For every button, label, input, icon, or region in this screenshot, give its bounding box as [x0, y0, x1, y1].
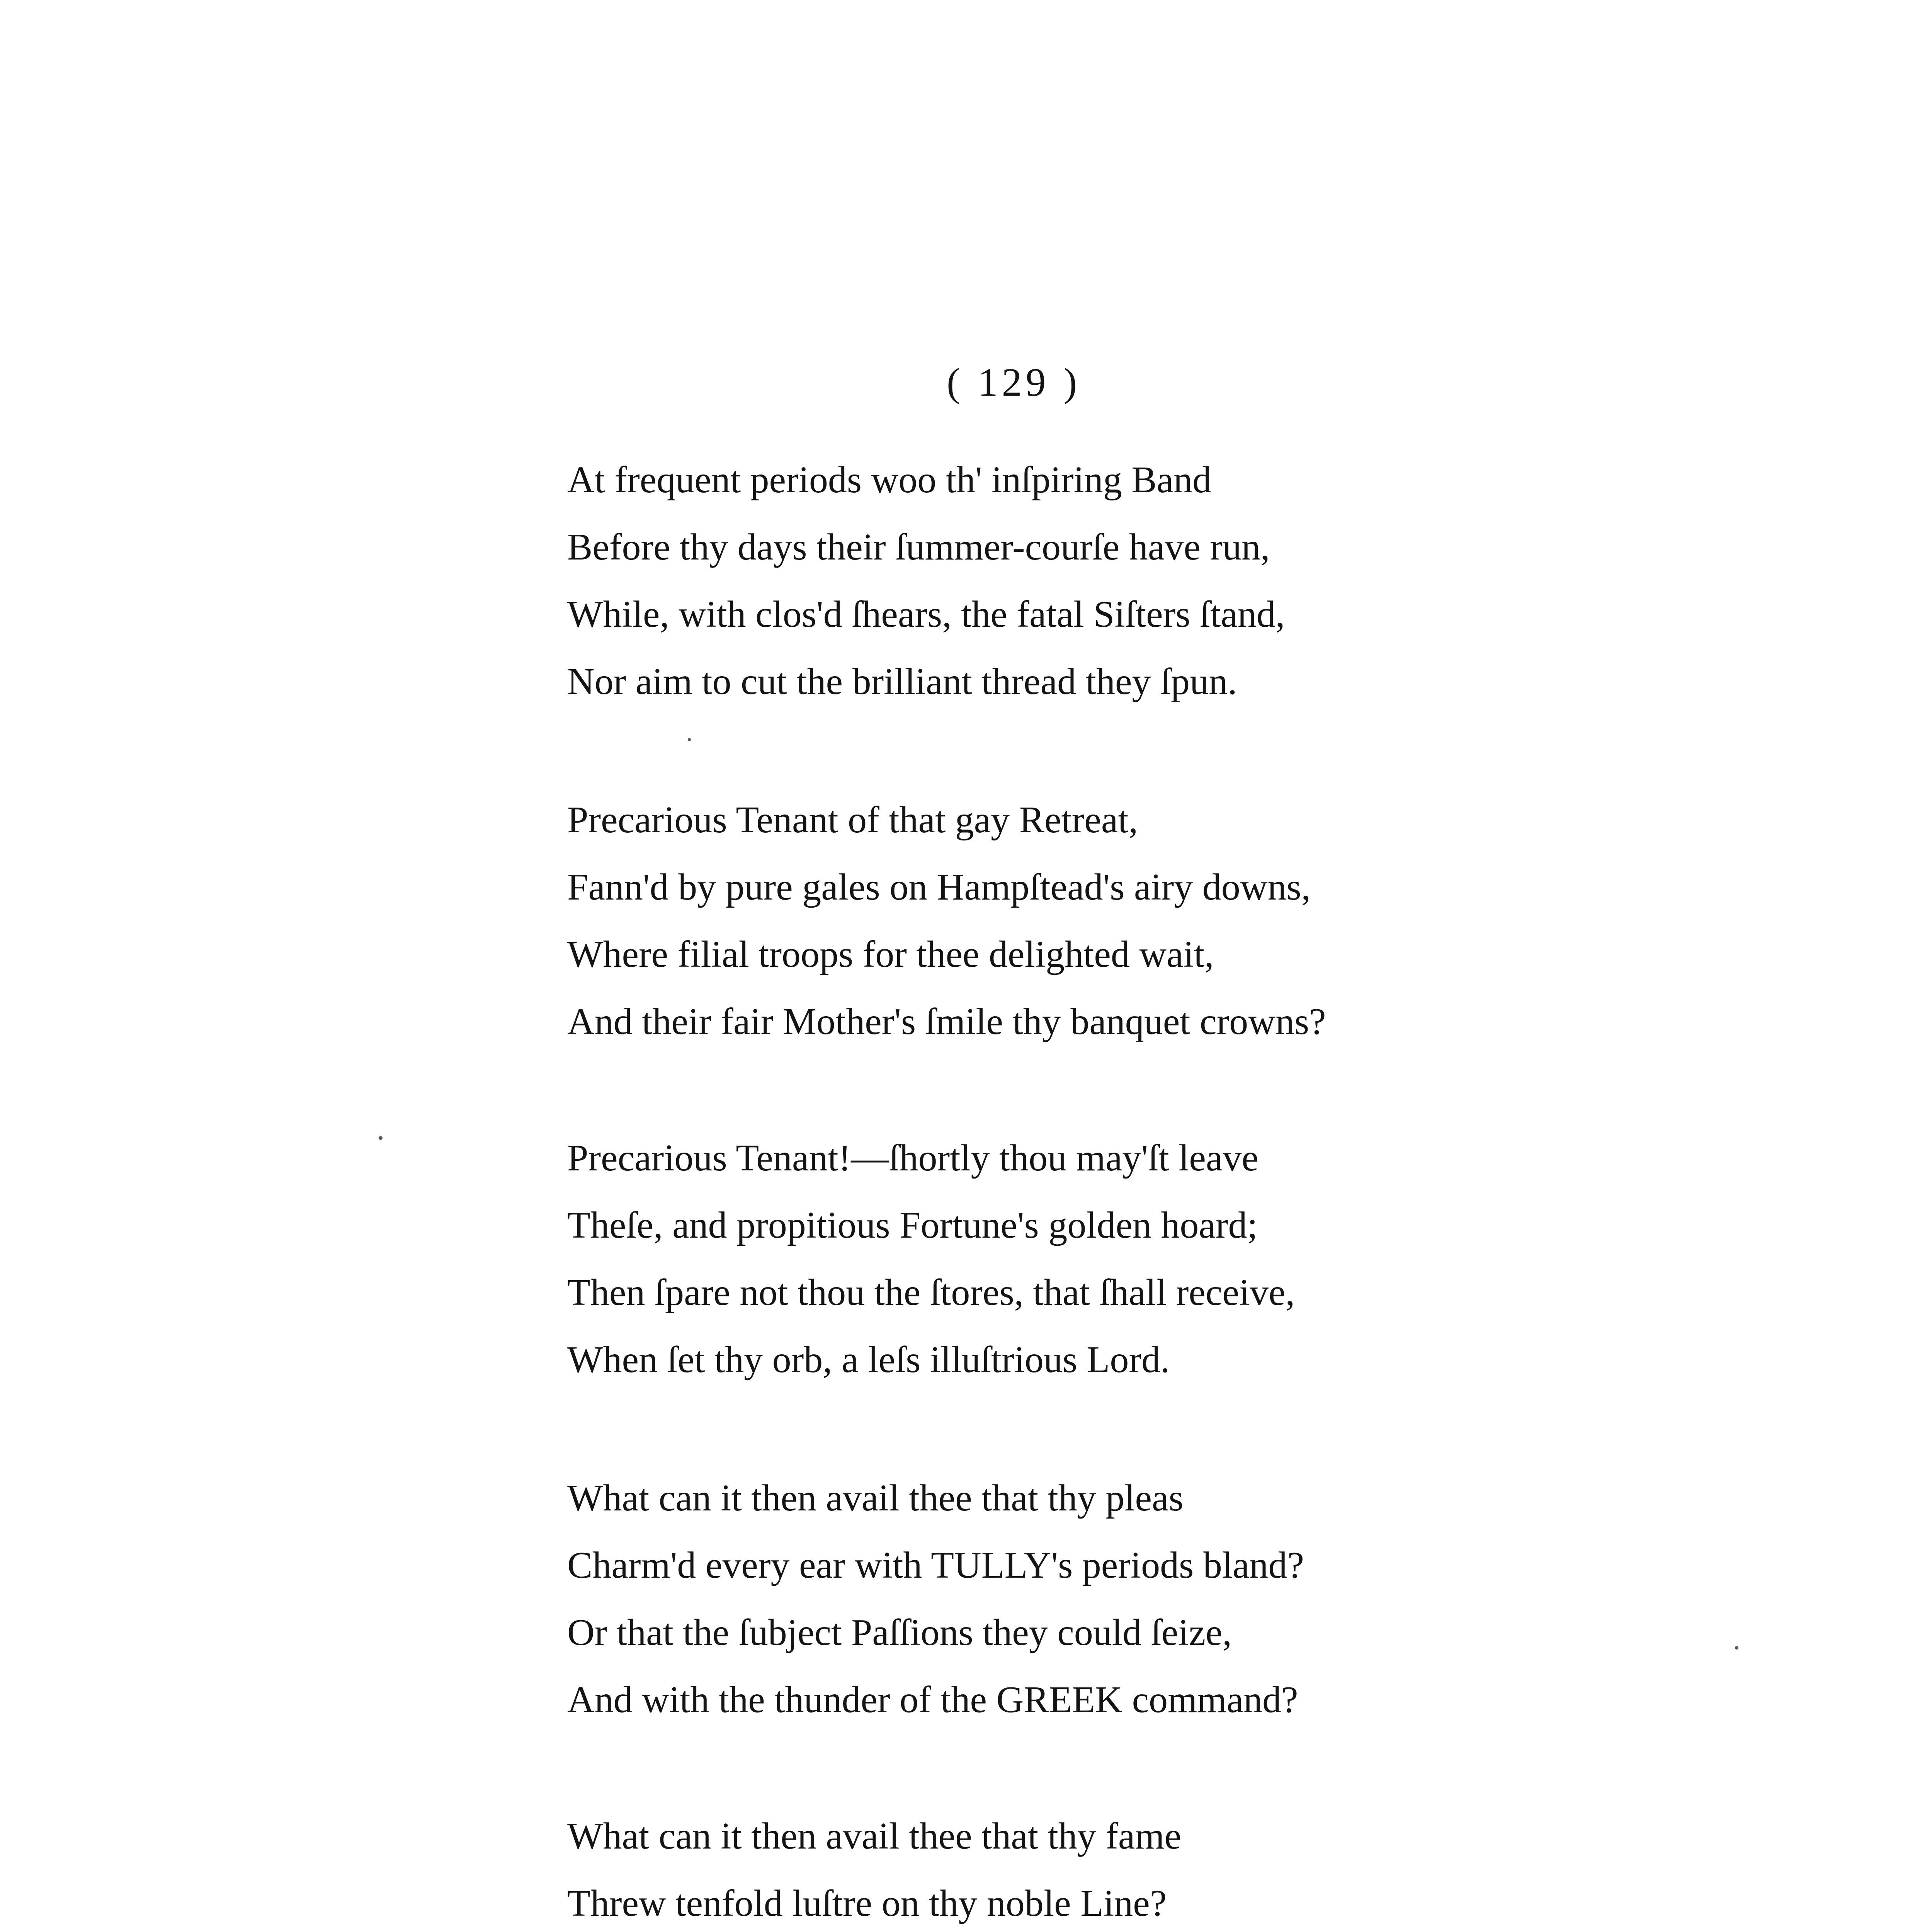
poem-line: Threw tenfold luſtre on thy noble Line?	[567, 1883, 1167, 1924]
poem-line: Precarious Tenant!—ſhortly thou may'ſt leave	[567, 1137, 1259, 1179]
poem-line: And their fair Mother's ſmile thy banquet crowns?	[567, 1001, 1326, 1043]
poem-line: Or that the ſubject Paſſions they could ſeize,	[567, 1612, 1232, 1653]
poem-line: Theſe, and propitious Fortune's golden hoard;	[567, 1204, 1258, 1246]
stanza-1	[567, 446, 1285, 715]
poem-line: What can it then avail thee that thy fame	[567, 1815, 1182, 1857]
stanza-3	[567, 1124, 1295, 1393]
poem-line: At frequent periods woo th' inſpiring Band	[567, 459, 1212, 501]
poem-line: Before thy days their ſummer-courſe have run,	[567, 526, 1270, 568]
poem-line: While, with clos'd ſhears, the fatal Siſters ſtand,	[567, 594, 1285, 635]
scan-speck	[379, 1136, 383, 1140]
poem-line: Then ſpare not thou the ſtores, that ſhall receive,	[567, 1272, 1295, 1313]
stanza-4	[567, 1464, 1304, 1733]
stanza-2	[567, 786, 1326, 1055]
poem-line: Where filial troops for thee delighted wait,	[567, 934, 1214, 975]
scan-speck	[688, 738, 691, 741]
poem-line: What can it then avail thee that thy pleas	[567, 1477, 1184, 1519]
poem-line: And with the thunder of the GREEK command?	[567, 1679, 1298, 1721]
page-number: ( 129 )	[947, 360, 1081, 405]
poem-line: Charm'd every ear with TULLY's periods bland?	[567, 1544, 1304, 1586]
poem-line: Precarious Tenant of that gay Retreat,	[567, 799, 1138, 841]
poem-line: Fann'd by pure gales on Hampſtead's airy downs,	[567, 866, 1311, 908]
poem-line: Nor aim to cut the brilliant thread they ſpun.	[567, 661, 1237, 702]
poem-line: When ſet thy orb, a leſs illuſtrious Lord.	[567, 1339, 1170, 1381]
stanza-5	[567, 1803, 1244, 1932]
scan-speck	[1735, 1646, 1738, 1650]
